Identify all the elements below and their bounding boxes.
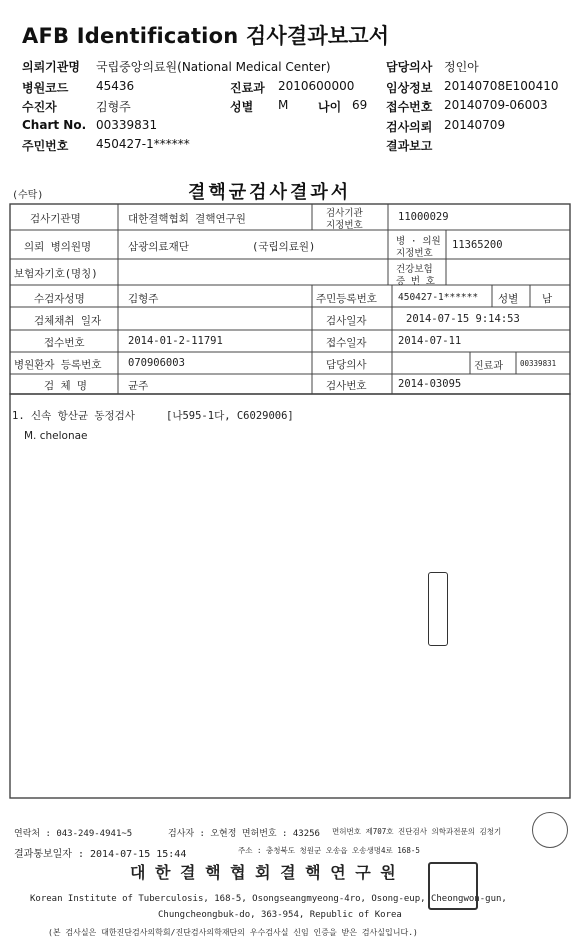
- request-label: 검사의뢰: [386, 120, 433, 134]
- lab-name-value: 대한결핵협회 결핵연구원: [128, 213, 246, 225]
- form-dept-label: 진료과: [474, 361, 503, 372]
- chart-label: Chart No.: [22, 118, 87, 132]
- inst-label: 의뢰기관명: [22, 60, 80, 74]
- sex-value: M: [278, 98, 289, 112]
- form-title: 결핵균검사결과서: [188, 182, 352, 203]
- footer-org-name: 대 한 결 핵 협 회 결 핵 연 구 원: [130, 863, 398, 882]
- reg-label: 병원환자 등록번호: [14, 359, 102, 371]
- form-rrn-value: 450427-1******: [398, 292, 479, 303]
- form-patient-value: 김형주: [128, 293, 159, 305]
- footer-address-en-2: Chungcheongbuk-do, 363-954, Republic of Korea: [158, 910, 402, 920]
- clinic-desig-label-2: 지정번호: [396, 248, 433, 259]
- request-value: 20140709: [444, 118, 506, 132]
- insurer-label: 보험자기호(명칭): [14, 268, 98, 280]
- form-rrn-label: 주민등록번호: [316, 293, 377, 305]
- form-sex-label: 성별: [498, 293, 519, 305]
- collect-label: 검체채취 일자: [34, 315, 102, 327]
- form-patient-label: 수검자성명: [34, 293, 85, 305]
- ref-hosp-sub: (국립의료원): [252, 241, 316, 253]
- lab-desig-label-2: 지정번호: [326, 220, 363, 231]
- specimen-label: 검 체 명: [44, 380, 88, 392]
- footer-address-en-1: Korean Institute of Tuberculosis, 168-5, Osongseangmyeong-4ro, Osong-eup, Cheongwon-gun,: [30, 894, 507, 904]
- test-no-label: 검사번호: [326, 380, 367, 392]
- footer-address-kr: 주소 : 충청북도 청원군 오송읍 오송생명4로 168-5: [238, 846, 420, 855]
- test-date-label: 검사일자: [326, 315, 367, 327]
- result-organism: M. chelonae: [24, 430, 88, 442]
- patient-label: 수진자: [22, 100, 57, 114]
- footer-examiner: 검사자 : 오현정 면허번호 : 43256: [168, 829, 320, 839]
- ins-cert-label-2: 증 번 호: [396, 276, 435, 287]
- inst-value: 국립중앙의료원(National Medical Center): [96, 60, 331, 74]
- lab-name-label: 검사기관명: [30, 213, 81, 225]
- clinic-desig-label-1: 병 · 의원: [396, 236, 441, 247]
- report-title: AFB Identification 검사결과보고서: [22, 24, 390, 48]
- form-doctor-label: 담당의사: [326, 359, 367, 371]
- ref-hosp-value: 삼광의료재단: [128, 241, 189, 253]
- age-value: 69: [352, 98, 368, 112]
- round-seal: [532, 812, 568, 848]
- receipt-date-value: 2014-07-11: [398, 335, 462, 347]
- test-no-value: 2014-03095: [398, 378, 462, 390]
- doctor-value: 정인아: [444, 60, 479, 74]
- clinical-label: 임상정보: [386, 81, 433, 95]
- square-seal: [428, 862, 478, 910]
- lab-desig-label-1: 검사기관: [326, 208, 363, 219]
- clinic-desig-value: 11365200: [452, 239, 503, 251]
- result-label: 결과보고: [386, 139, 433, 153]
- form-receipt-value: 2014-01-2-11791: [128, 335, 223, 347]
- side-stamp: [428, 572, 448, 646]
- hosp-code-label: 병원코드: [22, 81, 69, 95]
- request-tag: (수탁): [12, 190, 44, 201]
- footer-notice-date: 결과통보일자 : 2014-07-15 15:44: [14, 849, 187, 860]
- rrn-label: 주민번호: [22, 139, 69, 153]
- form-sex-value: 남: [542, 293, 553, 305]
- patient-value: 김형주: [96, 100, 131, 114]
- dept-label: 진료과: [230, 81, 265, 95]
- ins-cert-label-1: 건강보험: [396, 264, 433, 275]
- result-line-1: 1. 신속 항산균 동정검사: [12, 410, 135, 422]
- test-date-value: 2014-07-15 9:14:53: [406, 313, 520, 325]
- ref-hosp-label: 의뢰 병의원명: [24, 241, 92, 253]
- dept-value: 2010600000: [278, 79, 355, 93]
- receipt-label: 접수번호: [386, 100, 433, 114]
- rrn-value: 450427-1******: [96, 137, 190, 151]
- form-receipt-label: 접수번호: [44, 337, 85, 349]
- chart-value: 00339831: [96, 118, 158, 132]
- sex-label: 성별: [230, 100, 254, 114]
- age-label: 나이: [318, 100, 342, 114]
- footer-contact: 연락처 : 043-249-4941~5: [14, 829, 133, 839]
- result-line-1-code: [나595-1다, C6029006]: [166, 410, 294, 422]
- hosp-code-value: 45436: [96, 79, 135, 93]
- footer-disclaimer: (본 검사실은 대한진단검사의학회/진단검사의학재단의 우수검사실 신임 인증을 받은 검사실입니다.): [48, 928, 418, 937]
- receipt-value: 20140709-06003: [444, 98, 548, 112]
- form-dept-value: 00339831: [520, 359, 557, 368]
- receipt-date-label: 접수일자: [326, 337, 367, 349]
- clinical-value: 20140708E100410: [444, 79, 559, 93]
- specimen-value: 균주: [128, 380, 149, 392]
- reg-value: 070906003: [128, 357, 185, 369]
- footer-license: 면허번호 제707호 진단검사 의학과전문의 김청기: [332, 827, 502, 836]
- doctor-label: 담당의사: [386, 60, 433, 74]
- lab-desig-value: 11000029: [398, 211, 449, 223]
